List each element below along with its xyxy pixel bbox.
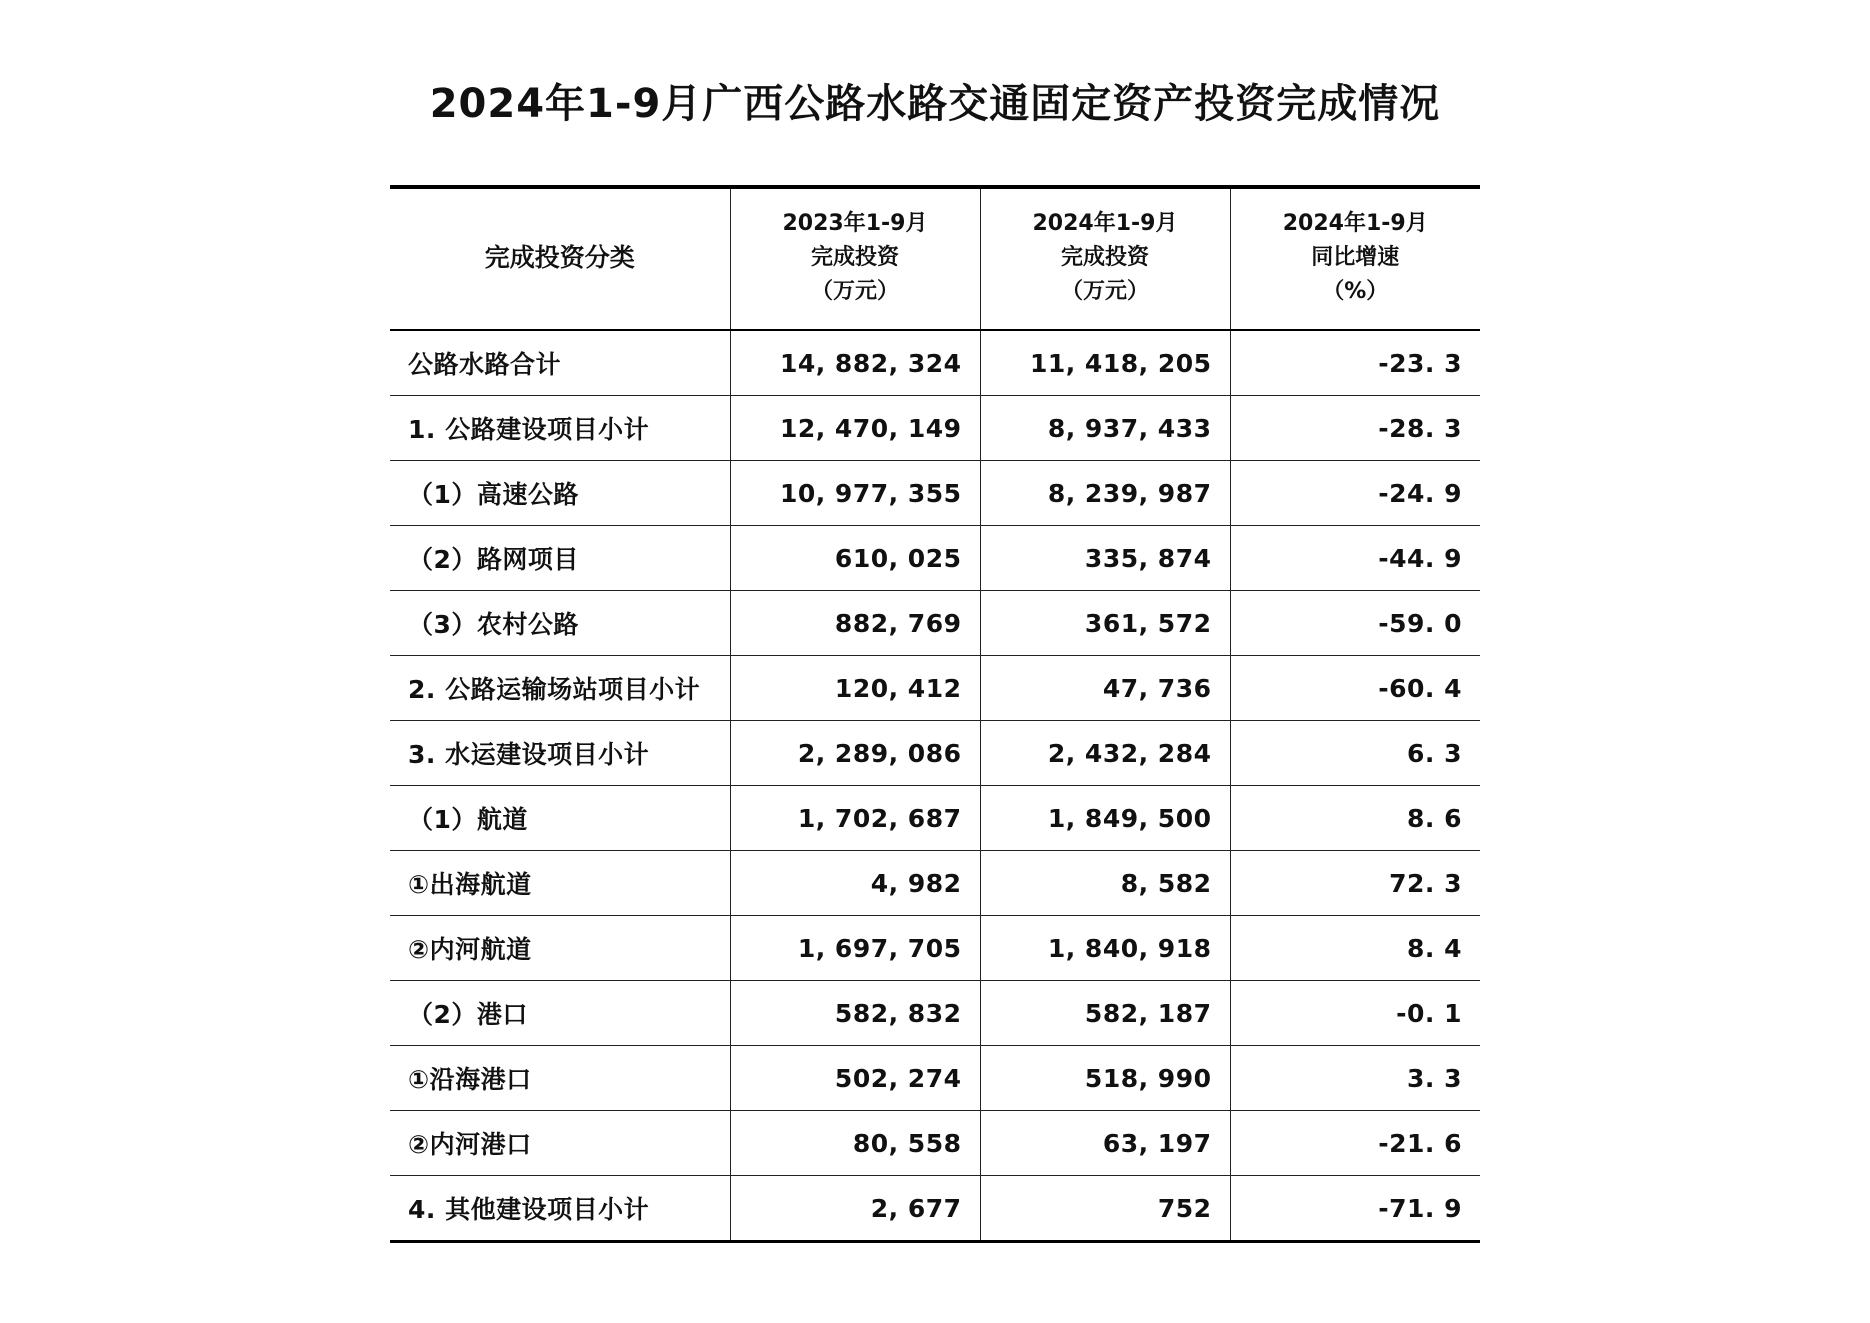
column-header-growth-rate [1230, 187, 1480, 330]
table-row [390, 1046, 1480, 1111]
cell-growth-rate: -24. 9 [1230, 461, 1480, 526]
cell-2024-investment: 8, 582 [980, 851, 1230, 916]
cell-2023-investment: 1, 697, 705 [730, 916, 980, 981]
cell-growth-rate: 72. 3 [1230, 851, 1480, 916]
row-label: ①出海航道 [390, 851, 730, 916]
row-label: 1. 公路建设项目小计 [390, 396, 730, 461]
row-label: （1）高速公路 [390, 461, 730, 526]
row-label: 2. 公路运输场站项目小计 [390, 656, 730, 721]
cell-2023-investment: 80, 558 [730, 1111, 980, 1176]
row-label: 3. 水运建设项目小计 [390, 721, 730, 786]
cell-growth-rate: 6. 3 [1230, 721, 1480, 786]
column-header-2023-line3: （万元） [810, 279, 899, 305]
table-row [390, 330, 1480, 396]
table-row [390, 981, 1480, 1046]
cell-growth-rate: 8. 4 [1230, 916, 1480, 981]
row-label: ②内河航道 [390, 916, 730, 981]
cell-2024-investment: 335, 874 [980, 526, 1230, 591]
column-header-2024-line1: 2024年1-9月 [1032, 211, 1178, 236]
column-header-growth-line3: （%） [1322, 279, 1389, 305]
cell-2024-investment: 11, 418, 205 [980, 330, 1230, 396]
cell-2024-investment: 1, 849, 500 [980, 786, 1230, 851]
table-row [390, 851, 1480, 916]
row-label: ②内河港口 [390, 1111, 730, 1176]
table-row [390, 1176, 1480, 1242]
cell-2023-investment: 882, 769 [730, 591, 980, 656]
cell-2024-investment: 582, 187 [980, 981, 1230, 1046]
column-header-2024-line2: 完成投资 [1060, 245, 1149, 271]
cell-2023-investment: 2, 289, 086 [730, 721, 980, 786]
column-header-2024-investment [980, 187, 1230, 330]
table-row [390, 526, 1480, 591]
statistics-table-container [390, 185, 1480, 1243]
cell-2023-investment: 120, 412 [730, 656, 980, 721]
column-header-category: 完成投资分类 [484, 242, 635, 272]
cell-2024-investment: 63, 197 [980, 1111, 1230, 1176]
cell-2024-investment: 752 [980, 1176, 1230, 1242]
cell-2023-investment: 10, 977, 355 [730, 461, 980, 526]
cell-2023-investment: 1, 702, 687 [730, 786, 980, 851]
cell-growth-rate: -60. 4 [1230, 656, 1480, 721]
row-label: （1）航道 [390, 786, 730, 851]
table-row [390, 461, 1480, 526]
cell-growth-rate: -23. 3 [1230, 330, 1480, 396]
table-row [390, 591, 1480, 656]
table-header [390, 187, 1480, 330]
cell-2024-investment: 518, 990 [980, 1046, 1230, 1111]
table-body [390, 330, 1480, 1242]
table-row [390, 656, 1480, 721]
column-header-growth-line1: 2024年1-9月 [1282, 211, 1428, 236]
table-row [390, 916, 1480, 981]
column-header-growth-line2: 同比增速 [1311, 245, 1400, 271]
cell-growth-rate: -0. 1 [1230, 981, 1480, 1046]
row-label: （2）路网项目 [390, 526, 730, 591]
cell-growth-rate: -59. 0 [1230, 591, 1480, 656]
cell-2023-investment: 12, 470, 149 [730, 396, 980, 461]
cell-2023-investment: 4, 982 [730, 851, 980, 916]
cell-growth-rate: -71. 9 [1230, 1176, 1480, 1242]
row-label: （2）港口 [390, 981, 730, 1046]
column-header-2023-investment [730, 187, 980, 330]
column-header-2024-line3: （万元） [1060, 279, 1149, 305]
table-header-row [390, 187, 1480, 330]
cell-2024-investment: 361, 572 [980, 591, 1230, 656]
cell-2024-investment: 47, 736 [980, 656, 1230, 721]
page-title: 2024年1-9月广西公路水路交通固定资产投资完成情况 [429, 81, 1441, 127]
cell-2024-investment: 8, 239, 987 [980, 461, 1230, 526]
table-row [390, 1111, 1480, 1176]
cell-2024-investment: 8, 937, 433 [980, 396, 1230, 461]
row-label: ①沿海港口 [390, 1046, 730, 1111]
column-header-2023-line1: 2023年1-9月 [782, 211, 928, 236]
cell-2023-investment: 610, 025 [730, 526, 980, 591]
column-header-2023-line2: 完成投资 [810, 245, 899, 271]
cell-growth-rate: -44. 9 [1230, 526, 1480, 591]
row-label: 公路水路合计 [390, 330, 730, 396]
cell-growth-rate: 3. 3 [1230, 1046, 1480, 1111]
investment-statistics-table [390, 185, 1480, 1243]
cell-2023-investment: 582, 832 [730, 981, 980, 1046]
cell-growth-rate: -21. 6 [1230, 1111, 1480, 1176]
table-row [390, 786, 1480, 851]
row-label: （3）农村公路 [390, 591, 730, 656]
table-row [390, 721, 1480, 786]
cell-growth-rate: -28. 3 [1230, 396, 1480, 461]
cell-growth-rate: 8. 6 [1230, 786, 1480, 851]
cell-2023-investment: 2, 677 [730, 1176, 980, 1242]
table-row [390, 396, 1480, 461]
cell-2024-investment: 2, 432, 284 [980, 721, 1230, 786]
cell-2024-investment: 1, 840, 918 [980, 916, 1230, 981]
cell-2023-investment: 14, 882, 324 [730, 330, 980, 396]
cell-2023-investment: 502, 274 [730, 1046, 980, 1111]
row-label: 4. 其他建设项目小计 [390, 1176, 730, 1242]
